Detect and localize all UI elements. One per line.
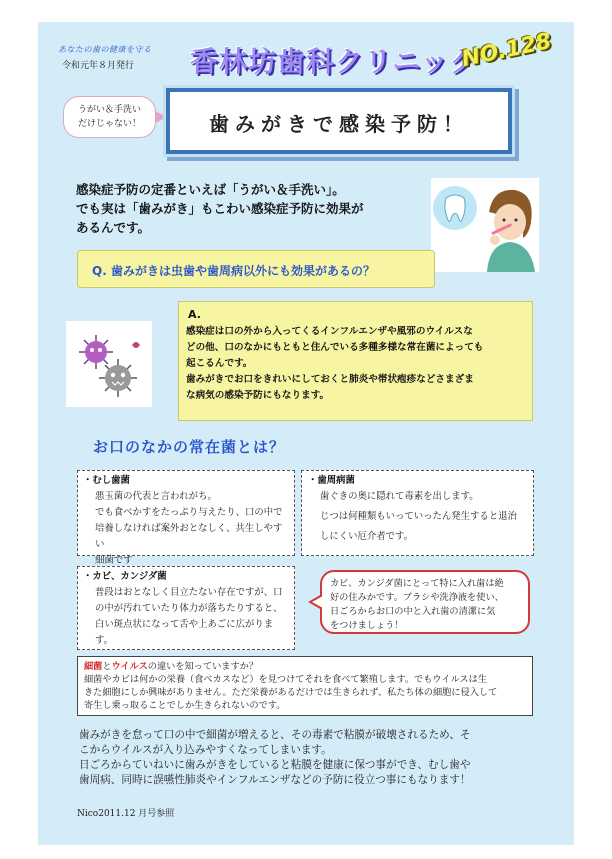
hand bbox=[490, 235, 500, 245]
eye bbox=[515, 219, 518, 222]
card-line: 細菌です bbox=[95, 555, 133, 566]
care-line: 好の住みかです。ブラシや洗浄液を使い、 bbox=[330, 592, 504, 603]
germ-purple bbox=[85, 341, 107, 363]
question-box bbox=[77, 250, 435, 288]
bacteria-virus-difference-box bbox=[77, 656, 533, 716]
card-line: 白い斑点状になって舌や上あごに広がりま bbox=[95, 619, 274, 630]
girl-brushing-teeth-illustration bbox=[431, 178, 539, 272]
care-line: カビ、カンジダ菌にとって特に入れ歯は絶 bbox=[330, 578, 504, 589]
answer-line: 歯みがきでお口をきれいにしておくと肺炎や帯状疱疹などさまざま bbox=[186, 374, 474, 385]
germ-small bbox=[132, 342, 140, 348]
answer-line: 起こるんです。 bbox=[186, 358, 253, 369]
tagline: あなたの歯の健康を守る bbox=[58, 45, 152, 54]
card-title: ・むし歯菌 bbox=[83, 475, 130, 486]
card-cavity-bacteria bbox=[77, 470, 295, 566]
difference-line: きた細胞にしか興味がありません。ただ栄養があるだけでは生きられず、私たち体の細胞に侵入して bbox=[84, 687, 498, 698]
eye bbox=[503, 219, 506, 222]
summary-line: 歯周病、同時に誤嚥性肺炎やインフルエンザなどの予防に役立つ事にもなります！ bbox=[79, 774, 471, 786]
answer-line: 感染症は口の外から入ってくるインフルエンザや風邪のウイルスな bbox=[186, 326, 473, 337]
card-line: じつは何種類もいっていったん発生すると退治 bbox=[320, 511, 517, 522]
care-line: をつけましょう！ bbox=[330, 620, 404, 631]
answer-box bbox=[178, 301, 533, 421]
card-line: 普段はおとなしく目立たない存在ですが、口 bbox=[95, 587, 283, 598]
source-note: Nico2011.12 月号参照 bbox=[77, 809, 175, 819]
intro-line: あるんです。 bbox=[76, 220, 151, 235]
answer-label: A. bbox=[188, 308, 201, 321]
section-title: お口のなかの常在菌とは？ bbox=[93, 438, 286, 456]
summary-line: こからウイルスが入り込みやすくなってしまいます。 bbox=[79, 744, 332, 756]
question-text: Q. 歯みがきは虫歯や歯周病以外にも効果があるの？ bbox=[92, 264, 375, 278]
card-line: でも食べかすをたっぷり与えたり、口の中で bbox=[95, 507, 283, 518]
germ-characters-illustration bbox=[66, 321, 152, 407]
summary-line: 歯みがきを怠って口の中で細菌が増えると、その毒素で粘膜が破壊されるため、そ bbox=[79, 729, 471, 741]
card-candida bbox=[77, 566, 295, 650]
bubble-tail-inner bbox=[312, 596, 323, 608]
summary-text bbox=[79, 728, 531, 788]
issue-number: NO.128 bbox=[459, 28, 554, 73]
title-banner bbox=[166, 88, 512, 154]
card-line: 培養しなければ案外おとなしく、共生しやすい bbox=[95, 523, 283, 550]
intro-text bbox=[76, 180, 416, 237]
difference-title-rest: の違いを知っていますか？ bbox=[147, 661, 259, 672]
card-line: 悪玉菌の代表と言われがち。 bbox=[95, 491, 217, 502]
word-virus: ウイルス bbox=[111, 661, 148, 672]
issue-date: 令和元年８月発行 bbox=[62, 61, 135, 71]
difference-line: 寄生し乗っ取ることでしか生きられないのです。 bbox=[84, 700, 286, 711]
answer-line: どの他、口のなかにもともと住んでいる多種多様な常在菌によっても bbox=[186, 342, 484, 353]
intro-line: 感染症予防の定番といえば「うがい＆手洗い」。 bbox=[76, 182, 345, 197]
summary-line: 日ごろからていねいに歯みがきをしていると粘膜を健康に保つ事ができ、むし歯や bbox=[79, 759, 471, 771]
card-line: す。 bbox=[95, 635, 113, 646]
intro-line: でも実は「歯みがき」もこわい感染症予防に効果が bbox=[76, 201, 364, 216]
answer-line: な病気の感染予防にもなります。 bbox=[186, 390, 330, 401]
card-line: しにくい厄介者です。 bbox=[320, 531, 413, 542]
word-bacteria: 細菌 bbox=[84, 661, 103, 672]
card-title: ・歯周病菌 bbox=[308, 475, 355, 486]
intro-speech-bubble bbox=[63, 96, 156, 138]
denture-care-bubble bbox=[320, 570, 530, 634]
germ-gray bbox=[105, 365, 131, 391]
difference-line: 細菌やカビは何かの栄養（食べカスなど）を見つけてそれを食べて繁殖します。でもウイルスは生 bbox=[84, 674, 487, 685]
card-line: の中が汚れていたり体力が落ちたりすると、 bbox=[95, 603, 283, 614]
answer-text bbox=[186, 324, 528, 404]
difference-title bbox=[84, 660, 526, 673]
intro-bubble-line1: うがい＆手洗い bbox=[77, 105, 141, 115]
card-line: 歯ぐきの奥に隠れて毒素を出します。 bbox=[320, 491, 479, 502]
face bbox=[494, 204, 526, 240]
connector: と bbox=[102, 661, 112, 672]
torso bbox=[487, 242, 535, 272]
page-title: 歯みがきで感染予防！ bbox=[209, 112, 469, 136]
clinic-name: 香林坊歯科クリニック bbox=[190, 45, 479, 78]
card-title: ・カビ、カンジダ菌 bbox=[83, 571, 167, 582]
care-line: 日ごろからお口の中と入れ歯の清潔に気 bbox=[330, 606, 496, 617]
intro-bubble-line2: だけじゃない！ bbox=[77, 119, 141, 129]
card-periodontal-bacteria bbox=[301, 470, 534, 556]
